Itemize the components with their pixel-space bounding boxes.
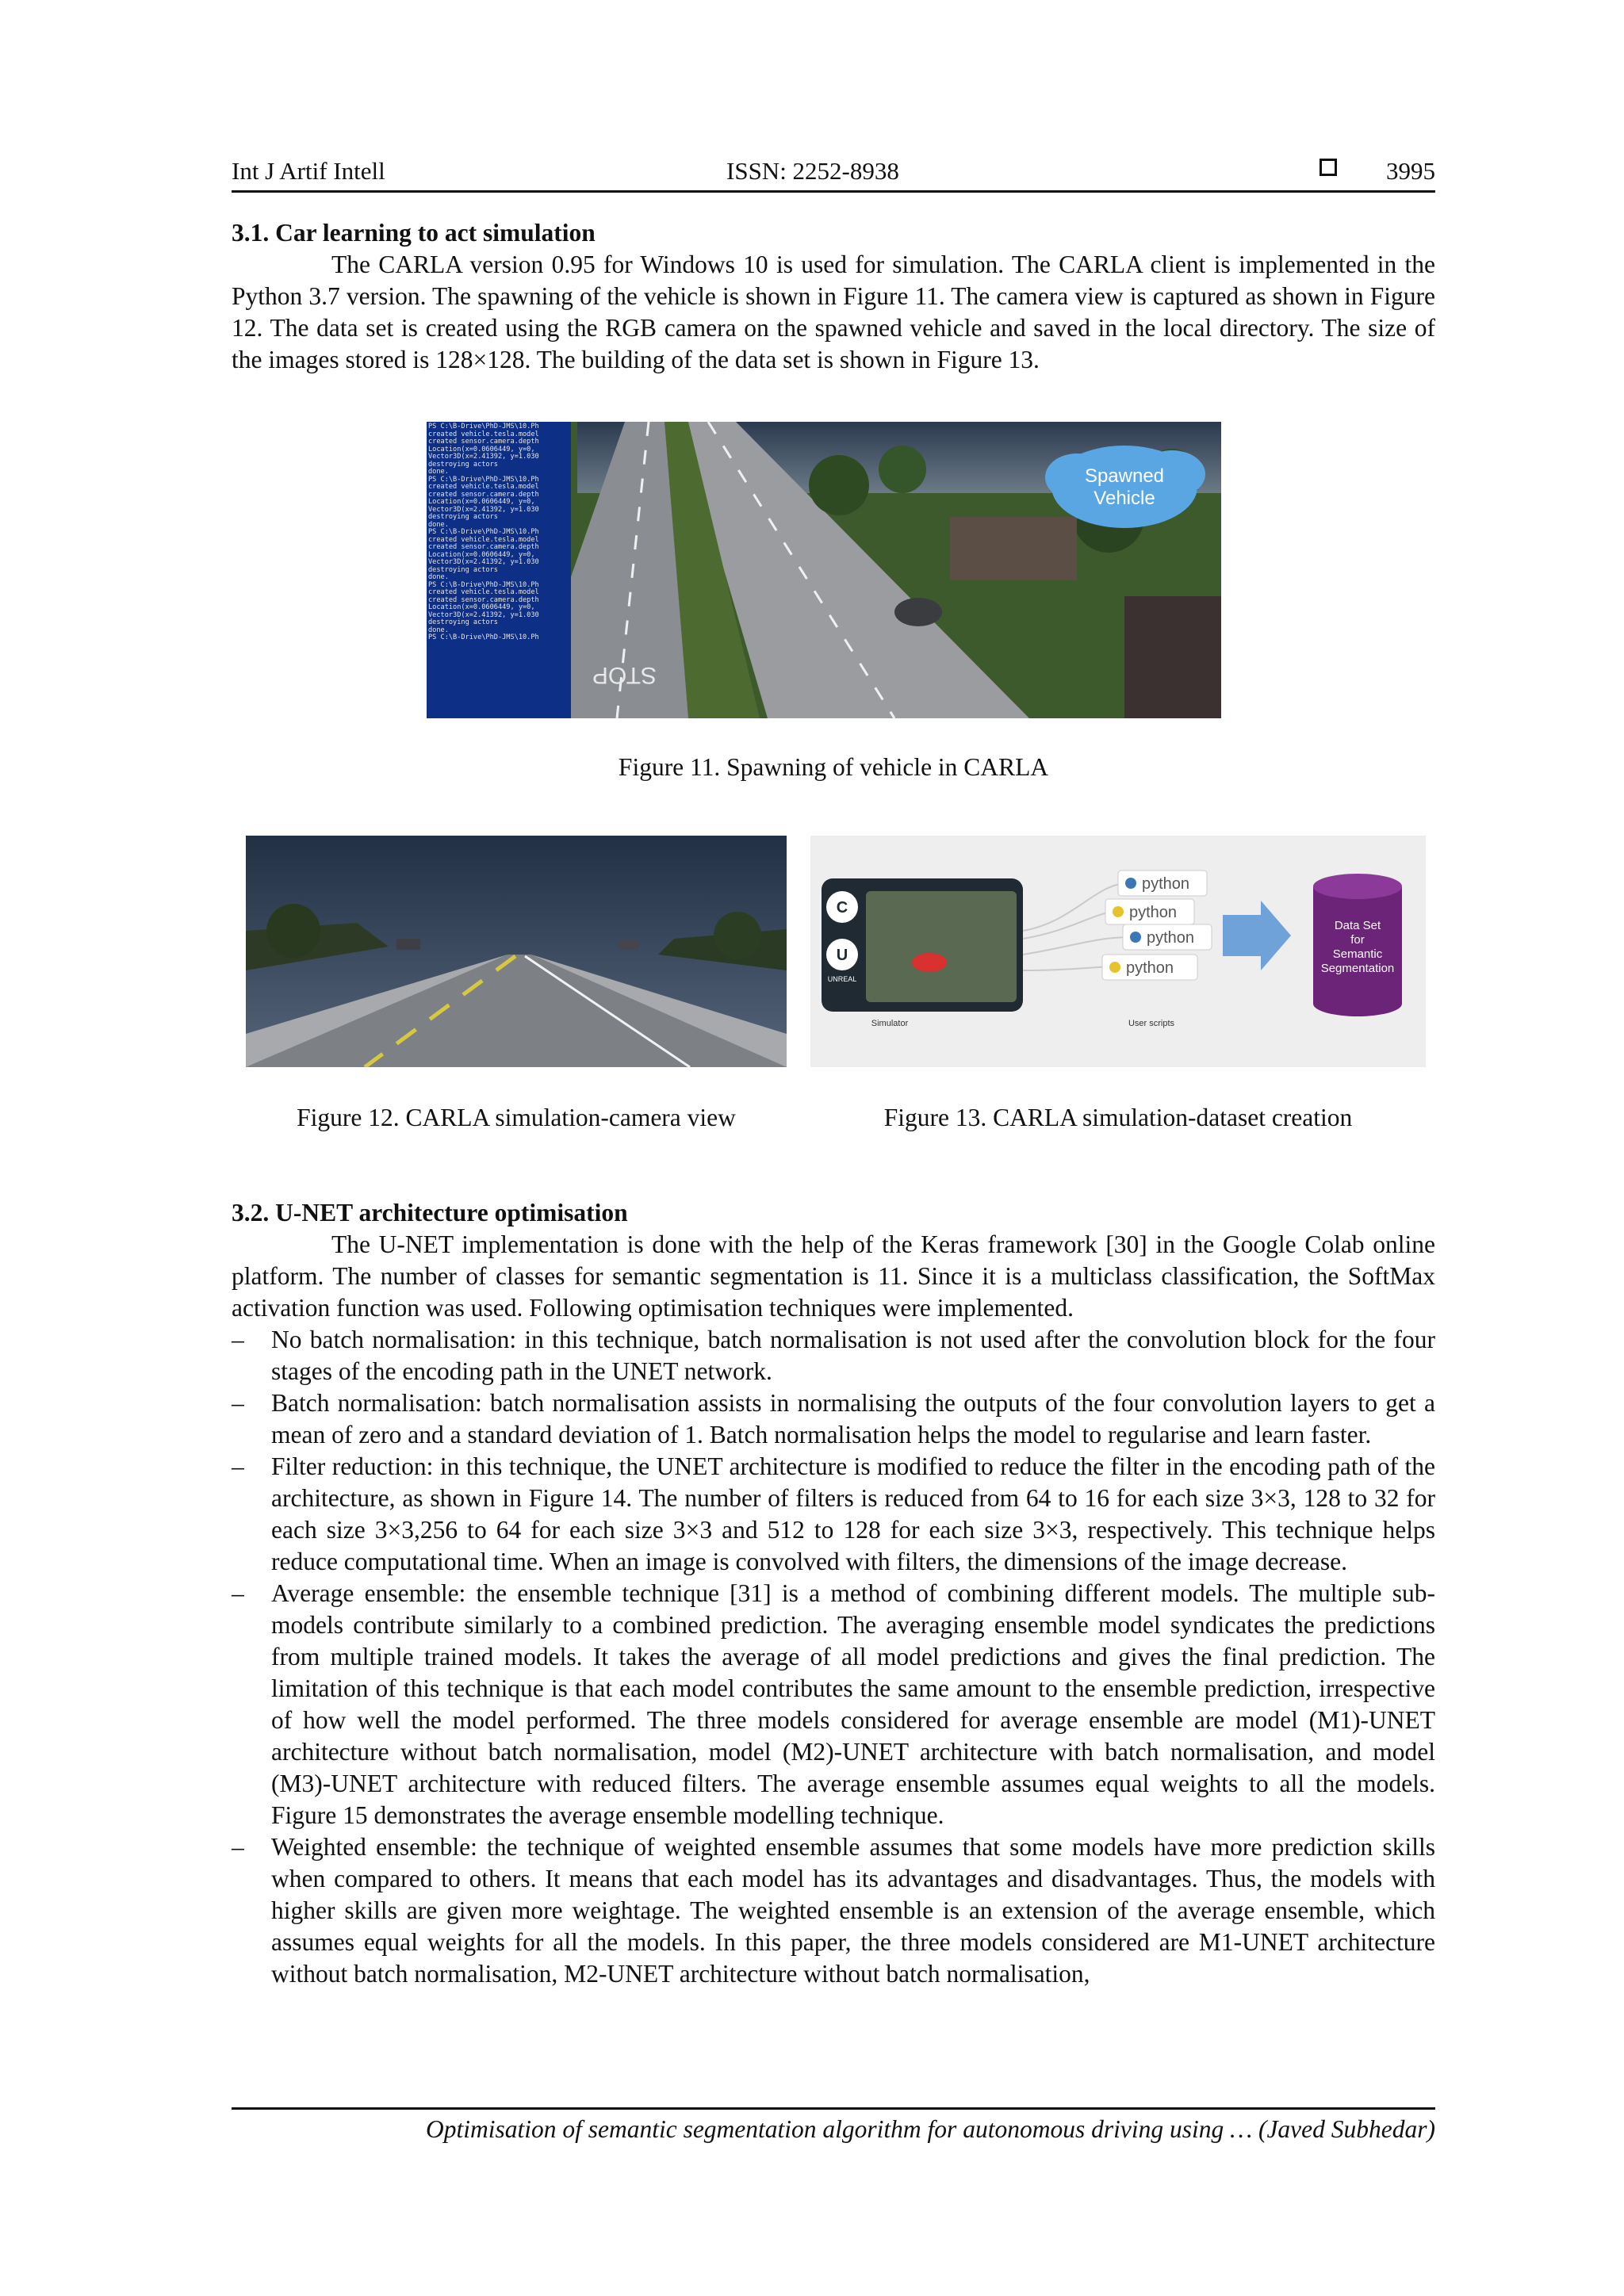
paragraph: The U-NET implementation is done with the help of the Keras framework [30] in the Google Colab online platform. The number of classes for semantic segmentation is 11. Since it is a multiclass classification, the SoftMax activation function was used. Following optimisation techniques were implemented.	[232, 1230, 1435, 1322]
unreal-label: UNREAL	[827, 975, 857, 983]
paragraph: The CARLA version 0.95 for Windows 10 is used for simulation. The CARLA client is implemented in the Python 3.7 version. The spawning of the vehicle is shown in Figure 11. The camera view is captured as shown in Figure 12. The data set is created using the RGB camera on the spawned vehicle and saved in the local directory. The size of the images stored is 128×128. The building of the data set is shown in Figure 13.	[232, 251, 1435, 373]
list-item: – Average ensemble: the ensemble technique [31] is a method of combining different models. The multiple sub-models contribute similarly to a combined prediction. The averaging ensemble model syndicates the predictions from multiple trained models. It takes the average of all model predictions and gives the final prediction. The limitation of this technique is that each model contributes the same amount to the ensemble prediction, irrespective of how well the model performed. The three models considered for average ensemble are model (M1)-UNET architecture without batch normalisation, model (M2)-UNET architecture with batch normalisation, and model (M3)-UNET architecture with reduced filters. The average ensemble assumes equal weights to all the models. Figure 15 demonstrates the average ensemble modelling technique.	[232, 1579, 1435, 1829]
cylinder-line-1: Data Set	[1334, 919, 1381, 932]
list-item: – No batch normalisation: in this technique, batch normalisation is not used after the convolution block for the four stages of the encoding path in the UNET network.	[232, 1326, 1435, 1385]
cloud-label-line1: Spawned	[1084, 465, 1165, 487]
dataset-creation-diagram	[810, 836, 1426, 1067]
user-scripts-label: User scripts	[1128, 1019, 1175, 1028]
section-heading: 3.2. U-NET architecture optimisation	[232, 1199, 628, 1226]
cylinder-line-2: for	[1350, 933, 1365, 947]
svg-text:C: C	[836, 899, 848, 916]
technique-list	[232, 1324, 1435, 1990]
python-label-2: python	[1129, 904, 1178, 921]
bullet-dash: –	[232, 1389, 244, 1417]
bullet-dash: –	[232, 1326, 244, 1353]
python-label-3: python	[1147, 929, 1195, 947]
square-bullet-icon	[1320, 159, 1337, 176]
figure-12-caption: Figure 12. CARLA simulation-camera view	[297, 1104, 736, 1131]
figure-12-image	[246, 836, 787, 1067]
running-header	[232, 155, 1435, 193]
list-item: – Weighted ensemble: the technique of weighted ensemble assumes that some models have more prediction skills when compared to others. It means that each model has its advantages and disadvantages. Thus, the models with higher skills are given more weightage. The weighted ensemble is an extension of the average ensemble, which assumes equal weights for all the models. In this paper, the three models considered are M1-UNET architecture without batch normalisation, M2-UNET architecture without batch normalisation,	[232, 1833, 1435, 1988]
list-item: – Batch normalisation: batch normalisation assists in normalising the outputs of the four convolution layers to get a mean of zero and a standard deviation of 1. Batch normalisation helps the model to regularise and learn faster.	[232, 1389, 1435, 1448]
figure-13-image	[810, 836, 1426, 1067]
footer-rule	[232, 2107, 1435, 2110]
list-item: – Filter reduction: in this technique, the UNET architecture is modified to reduce the filter in the encoding path of the architecture, as shown in Figure 14. The number of filters is reduced from 64 to 16 for each size 3×3, 128 to 32 for each size 3×3,256 to 64 for each size 3×3 and 512 to 128 for each size 3×3, respectively. This technique helps reduce computational time. When an image is convolved with filters, the dimensions of the image decrease.	[232, 1452, 1435, 1575]
simulator-label: Simulator	[871, 1019, 909, 1028]
issn: ISSN: 2252-8938	[726, 157, 899, 185]
python-label-1: python	[1142, 875, 1190, 893]
cloud-label-line2: Vehicle	[1094, 488, 1155, 509]
figure-13-caption: Figure 13. CARLA simulation-dataset creation	[883, 1104, 1353, 1131]
arrow-right-icon	[1223, 901, 1291, 970]
running-footer: Optimisation of semantic segmentation algorithm for autonomous driving using … (Javed Subhedar)	[425, 2115, 1435, 2143]
terminal-text: PS C:\B-Drive\PhD-JMS\10.Ph created vehicle.tesla.model created sensor.camera.depth Location(x=0.0606449, y=0, Vector3D(x=2.41392, y=1.030 destroying actors done. PS C:\B-Drive\PhD-JMS\10.Ph created vehicle.tesla.model created sensor.camera.depth Location(x=0.0606449, y=0, Vector3D(x=2.41392, y=1.030 destroying actors done. PS C:\B-Drive\PhD-JMS\10.Ph created vehicle.tesla.model created sensor.camera.depth Location(x=0.0606449, y=0, Vector3D(x=2.41392, y=1.030 destroying actors done. PS C:\B-Drive\PhD-JMS\10.Ph created vehicle.tesla.model created sensor.camera.depth Location(x=0.0606449, y=0, Vector3D(x=2.41392, y=1.030 destroying actors done. PS C:\B-Drive\PhD-JMS\10.Ph	[428, 423, 539, 641]
python-label-4: python	[1126, 959, 1174, 977]
section-3-1	[232, 217, 1435, 376]
cylinder-line-4: Segmentation	[1320, 962, 1395, 975]
road-marking-text: STOP	[592, 662, 657, 688]
section-3-2	[232, 1197, 1435, 1990]
page-number: 3995	[1386, 157, 1435, 185]
cylinder-line-3: Semantic	[1332, 947, 1383, 961]
svg-text:U: U	[836, 947, 848, 964]
section-heading: 3.1. Car learning to act simulation	[232, 219, 596, 247]
bullet-dash: –	[232, 1579, 244, 1607]
journal-name: Int J Artif Intell	[232, 157, 385, 185]
carla-camera-view	[246, 836, 787, 1067]
bullet-dash: –	[232, 1833, 244, 1861]
bullet-dash: –	[232, 1452, 244, 1480]
figure-11-caption: Figure 11. Spawning of vehicle in CARLA	[618, 753, 1049, 781]
terminal-window	[427, 422, 571, 718]
figure-11-image	[427, 422, 1221, 718]
